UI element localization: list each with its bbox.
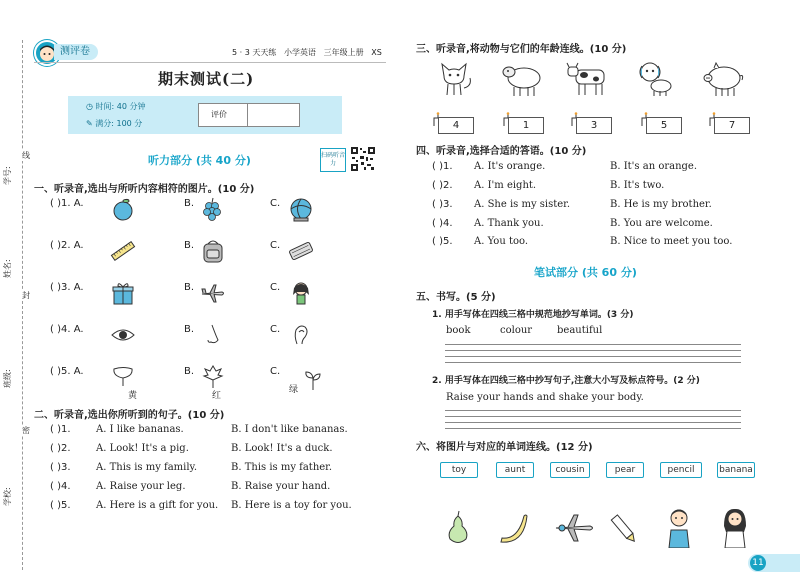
maple-leaf-icon (200, 364, 226, 390)
nose-icon (200, 322, 226, 348)
badge (54, 44, 98, 60)
word-card-pear: pear (606, 462, 644, 478)
age-card-1: 1 (508, 117, 544, 134)
sec2-q2-number: ( )2. (50, 443, 71, 454)
eye-icon (110, 322, 136, 348)
sec6-title: 六、将图片与对应的单词连线。(12 分) (416, 442, 593, 453)
sec4-q3-number: ( )3. (432, 199, 453, 210)
pig-icon (700, 60, 746, 98)
header-meta (232, 47, 382, 58)
sec2-q5-a: A. Here is a gift for you. (96, 500, 219, 511)
sec1-q2-number: ( )2. A. (50, 240, 84, 251)
ear-icon (288, 322, 314, 348)
sec2-q5-b: B. Here is a toy for you. (231, 500, 352, 511)
sec2-q2-a: A. Look! It's a pig. (96, 443, 189, 454)
sec4-q3-b: B. He is my brother. (610, 199, 712, 210)
sec2-q4-a: A. Raise your leg. (96, 481, 186, 492)
rating-label: 评价 (211, 110, 227, 119)
written-section-title: 笔试部分 (共 60 分) (534, 266, 637, 279)
sec1-title: 一、听录音,选出与所听内容相符的图片。(10 分) (34, 184, 255, 195)
sec5-q2: 2. 用手写体在四线三格中抄写句子,注意大小写及标点符号。(2 分) (432, 376, 700, 386)
qr-label-box (320, 148, 346, 172)
schoolbag-icon (200, 238, 226, 264)
writing-line[interactable] (445, 410, 741, 411)
sec4-q2-number: ( )2. (432, 180, 453, 191)
margin-name: 姓名: (3, 259, 12, 278)
listening-section-title: 听力部分 (共 40 分) (148, 154, 251, 167)
sec2-q4-b: B. Raise your hand. (231, 481, 331, 492)
margin-class: 班级: (3, 369, 12, 388)
page-number-circle (750, 555, 766, 571)
qr-text: 扫码听音力 (321, 152, 346, 167)
time-info: ◷ 时间: 40 分钟 (86, 102, 146, 111)
sec4-q5-number: ( )5. (432, 236, 453, 247)
word-card-cousin: cousin (550, 462, 590, 478)
sec1-q1-b: B. (184, 198, 195, 209)
copy-word-book: book (446, 325, 471, 336)
age-card-4: 4 (438, 117, 474, 134)
word-card-banana: banana (717, 462, 755, 478)
cow-icon (566, 58, 612, 98)
pear-icon (443, 510, 473, 546)
header-series: 5 · 3 天天练 (232, 48, 277, 57)
banana-icon (496, 510, 530, 546)
cat-icon (434, 58, 474, 98)
sec2-q5-number: ( )5. (50, 500, 71, 511)
ball-icon (288, 196, 314, 222)
score-info: ✎ 满分: 100 分 (86, 119, 143, 128)
page-title: 期末测试(二) (158, 70, 255, 88)
sec2-q1-b: B. I don't like bananas. (231, 424, 348, 435)
sec5-title: 五、书写。(5 分) (416, 292, 496, 303)
sec1-q3-c: C. (270, 282, 281, 293)
margin-seal-line: 线 (22, 151, 30, 160)
sec2-q3-a: A. This is my family. (96, 462, 198, 473)
page-number: 11 (752, 558, 764, 568)
sec2-title: 二、听录音,选出你所听到的句子。(10 分) (34, 410, 225, 421)
sec4-q5-a: A. You too. (474, 236, 529, 247)
pencil-box-icon (288, 238, 314, 264)
sec4-q4-b: B. You are welcome. (610, 218, 713, 229)
score-label: 满分: 100 分 (95, 119, 143, 128)
writing-line[interactable] (445, 428, 741, 429)
sec2-q2-b: B. Look! It's a duck. (231, 443, 333, 454)
word-card-toy: toy (440, 462, 478, 478)
margin-seal-seal: 封 (22, 291, 30, 300)
sec1-q4-number: ( )4. A. (50, 324, 84, 335)
sec4-title: 四、听录音,选择合适的答语。(10 分) (416, 146, 587, 157)
sec1-q3-b: B. (184, 282, 195, 293)
word-card-aunt: aunt (496, 462, 534, 478)
header-grade: 三年级上册 (323, 48, 364, 57)
writing-line[interactable] (445, 350, 741, 351)
sec1-q5-c: C. (270, 366, 281, 377)
writing-line[interactable] (445, 356, 741, 357)
ginkgo-leaf-icon (110, 364, 136, 390)
sec1-q4-c: C. (270, 324, 281, 335)
margin-school: 学校: (3, 487, 12, 506)
sec2-q1-number: ( )1. (50, 424, 71, 435)
sec4-q4-a: A. Thank you. (474, 218, 544, 229)
writing-line[interactable] (445, 344, 741, 345)
boy-cousin-icon (664, 506, 694, 548)
woman-aunt-icon (718, 506, 752, 548)
sec2-q4-number: ( )4. (50, 481, 71, 492)
sec4-q3-a: A. She is my sister. (474, 199, 571, 210)
pencil-icon (610, 512, 638, 546)
sec4-q4-number: ( )4. (432, 218, 453, 229)
sec1-q5-b: B. (184, 366, 195, 377)
toy-plane-icon (200, 280, 226, 306)
margin-seal-secret: 密 (22, 426, 30, 435)
sec1-q3-number: ( )3. A. (50, 282, 84, 293)
sec5-q1: 1. 用手写体在四线三格中规范地抄写单词。(3 分) (432, 310, 634, 320)
sec1-q1-c: C. (270, 198, 281, 209)
sec2-q1-a: A. I like bananas. (96, 424, 184, 435)
rating-divider (247, 104, 248, 126)
ruler-icon (110, 238, 136, 264)
sec1-q2-c: C. (270, 240, 281, 251)
color-label-yellow: 黄 (128, 391, 138, 401)
sheep-icon (500, 60, 546, 98)
dog-icon (636, 58, 676, 98)
time-label: 时间: 40 分钟 (95, 102, 146, 111)
grapes-icon (200, 196, 226, 222)
word-card-pencil: pencil (660, 462, 702, 478)
toy-plane-icon (552, 510, 596, 546)
sec1-q1-number: ( )1. A. (50, 198, 84, 209)
gift-box-icon (110, 280, 136, 306)
copy-sentence: Raise your hands and shake your body. (446, 392, 644, 403)
copy-word-beautiful: beautiful (557, 325, 603, 336)
writing-line[interactable] (445, 416, 741, 417)
sec1-q2-b: B. (184, 240, 195, 251)
margin-dashed-line (22, 40, 23, 570)
color-label-green: 绿 (289, 385, 299, 395)
doll-icon (288, 280, 314, 306)
sec1-q4-b: B. (184, 324, 195, 335)
age-card-3: 3 (576, 117, 612, 134)
sec2-q3-number: ( )3. (50, 462, 71, 473)
header-subject: 小学英语 (284, 48, 316, 57)
sec1-q5-number: ( )5. A. (50, 366, 84, 377)
sec4-q1-a: A. It's orange. (474, 161, 546, 172)
sec4-q2-a: A. I'm eight. (474, 180, 537, 191)
header-rule (34, 62, 386, 63)
sec3-title: 三、听录音,将动物与它们的年龄连线。(10 分) (416, 44, 627, 55)
sprout-icon (300, 366, 326, 392)
rating-table (198, 103, 300, 127)
info-box (68, 96, 342, 134)
sec4-q1-number: ( )1. (432, 161, 453, 172)
badge-label: 测评卷 (60, 46, 90, 57)
age-card-7: 7 (714, 117, 750, 134)
sec2-q3-b: B. This is my father. (231, 462, 333, 473)
page-number-tab (748, 554, 800, 572)
color-label-red: 红 (212, 391, 222, 401)
writing-line[interactable] (445, 362, 741, 363)
sec4-q1-b: B. It's an orange. (610, 161, 698, 172)
sec4-q2-b: B. It's two. (610, 180, 665, 191)
age-card-5: 5 (646, 117, 682, 134)
qr-code[interactable] (350, 146, 376, 172)
orange-icon (110, 196, 136, 222)
copy-word-colour: colour (500, 325, 533, 336)
writing-line[interactable] (445, 422, 741, 423)
sec4-q5-b: B. Nice to meet you too. (610, 236, 733, 247)
margin-student-id: 学号: (3, 166, 12, 185)
header-edition: XS (371, 48, 382, 57)
